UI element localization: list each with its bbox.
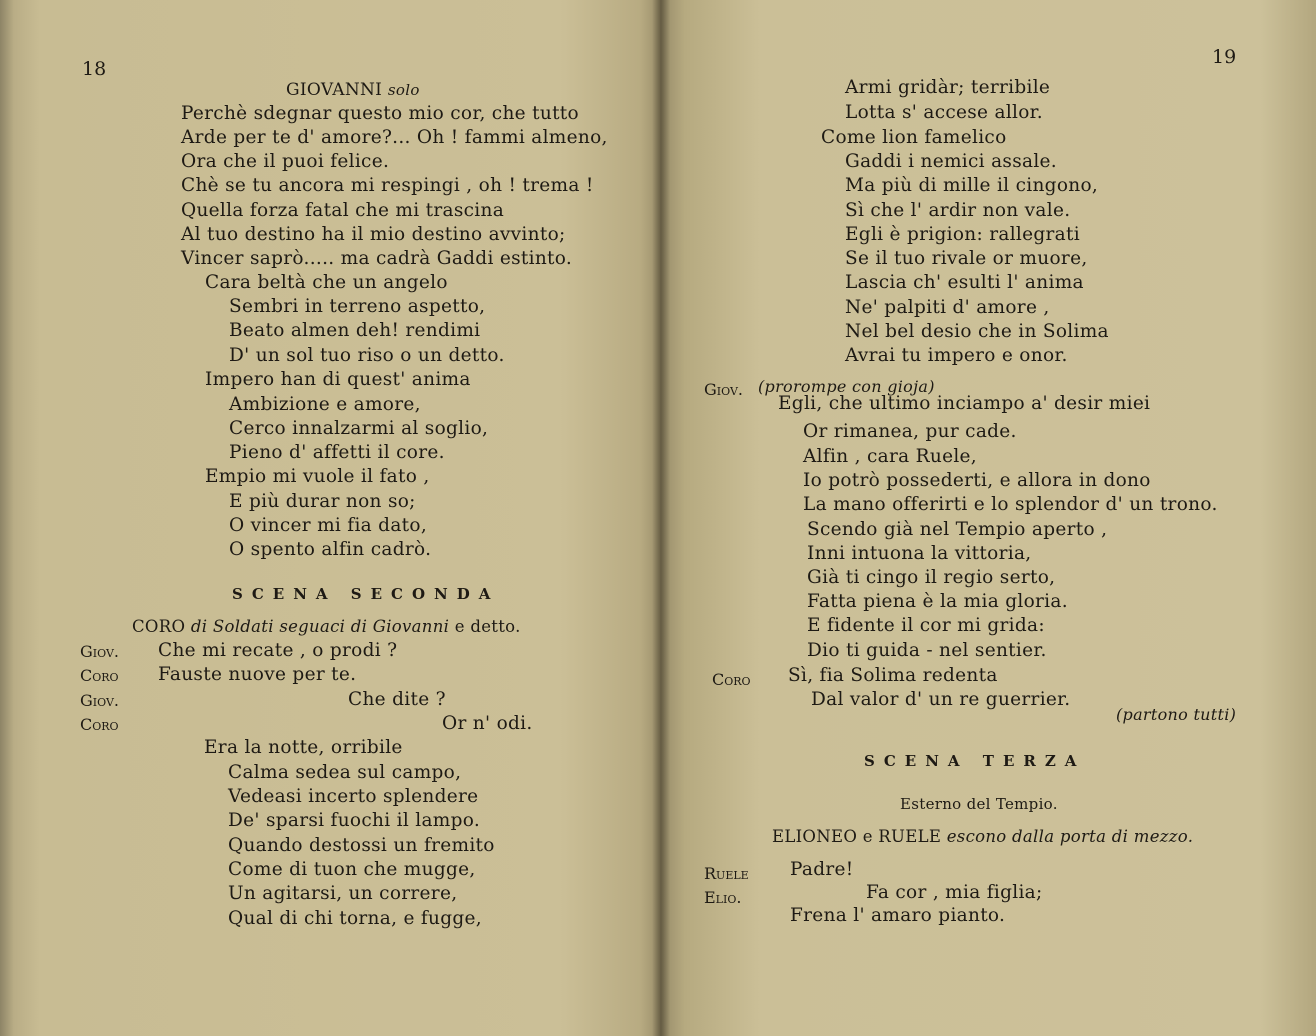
stage-direction-exit: (partono tutti) bbox=[1116, 705, 1237, 724]
verse-line: E fidente il cor mi grida: bbox=[807, 615, 1045, 636]
book-gutter bbox=[652, 0, 670, 1036]
verse-line: Lotta s' accese allor. bbox=[845, 102, 1043, 123]
dialogue-line: Fauste nuove per te. bbox=[158, 664, 357, 685]
scene-setting: Esterno del Tempio. bbox=[900, 795, 1058, 813]
verse-line: Sì, fia Solima redenta bbox=[788, 665, 998, 686]
verse-line: Già ti cingo il regio serto, bbox=[807, 567, 1056, 588]
speaker-label: Coro bbox=[80, 715, 119, 734]
verse-line: Qual di chi torna, e fugge, bbox=[228, 908, 482, 929]
dialogue-line: Padre! bbox=[790, 859, 854, 880]
verse-line: Impero han di quest' anima bbox=[205, 369, 471, 390]
speaker-label: Coro bbox=[80, 666, 119, 685]
verse-line: Armi gridàr; terribile bbox=[845, 77, 1051, 98]
verse-line: Come lion famelico bbox=[821, 127, 1007, 148]
stage-direction: (prorompe con gioja) bbox=[758, 377, 935, 396]
speaker-label: Ruele bbox=[704, 864, 749, 883]
verse-line: E più durar non so; bbox=[229, 491, 416, 512]
verse-line: Pieno d' affetti il core. bbox=[229, 442, 445, 463]
verse-line: Ambizione e amore, bbox=[229, 394, 421, 415]
scene-title: SCENA SECONDA bbox=[232, 585, 500, 603]
verse-line: Empio mi vuole il fato , bbox=[205, 466, 430, 487]
verse-line: Lascia ch' esulti l' anima bbox=[845, 272, 1084, 293]
verse-line: Egli è prigion: rallegrati bbox=[845, 224, 1080, 245]
right-page bbox=[660, 0, 1316, 1036]
page-number: 18 bbox=[82, 58, 107, 80]
verse-line: Vincer saprò..... ma cadrà Gaddi estinto. bbox=[181, 248, 573, 269]
speaker-label: Giov. bbox=[80, 691, 119, 710]
verse-line: O vincer mi fia dato, bbox=[229, 515, 428, 536]
stage-direction: ELIONEO e RUELE escono dalla porta di mezzo. bbox=[772, 827, 1194, 846]
verse-line: Dal valor d' un re guerrier. bbox=[811, 689, 1071, 710]
verse-line: D' un sol tuo riso o un detto. bbox=[229, 345, 505, 366]
verse-line: Un agitarsi, un correre, bbox=[228, 883, 458, 904]
verse-line: Dio ti guida - nel sentier. bbox=[807, 640, 1047, 661]
verse-line: Fatta piena è la mia gloria. bbox=[807, 591, 1068, 612]
verse-line: Egli, che ultimo inciampo a' desir miei bbox=[778, 393, 1151, 414]
verse-line: Sì che l' ardir non vale. bbox=[845, 200, 1071, 221]
verse-line: Scendo già nel Tempio aperto , bbox=[807, 519, 1108, 540]
verse-line: Io potrò possederti, e allora in dono bbox=[803, 470, 1151, 491]
verse-line: Alfin , cara Ruele, bbox=[803, 446, 977, 467]
verse-line: Quando destossi un fremito bbox=[228, 835, 495, 856]
verse-line: Come di tuon che mugge, bbox=[228, 859, 476, 880]
verse-line: Ma più di mille il cingono, bbox=[845, 175, 1099, 196]
dialogue-line: Che dite ? bbox=[348, 689, 446, 710]
verse-line: Nel bel desio che in Solima bbox=[845, 321, 1109, 342]
speaker-label: Elio. bbox=[704, 888, 742, 907]
verse-line: Vedeasi incerto splendere bbox=[228, 786, 479, 807]
speaker-label: Giov. bbox=[80, 642, 119, 661]
verse-line: La mano offerirti e lo splendor d' un trono. bbox=[803, 494, 1218, 515]
dialogue-line: Frena l' amaro pianto. bbox=[790, 905, 1006, 926]
page-number: 19 bbox=[1212, 46, 1237, 68]
dialogue-line: Che mi recate , o prodi ? bbox=[158, 640, 398, 661]
dialogue-line: Fa cor , mia figlia; bbox=[866, 882, 1043, 903]
verse-line: Calma sedea sul campo, bbox=[228, 762, 462, 783]
verse-line: Era la notte, orribile bbox=[204, 737, 403, 758]
verse-line: Perchè sdegnar questo mio cor, che tutto bbox=[181, 103, 579, 124]
verse-line: Cara beltà che un angelo bbox=[205, 272, 448, 293]
verse-line: Avrai tu impero e onor. bbox=[845, 345, 1068, 366]
verse-line: Arde per te d' amore?... Oh ! fammi almeno, bbox=[181, 127, 608, 148]
verse-line: Al tuo destino ha il mio destino avvinto; bbox=[181, 224, 566, 245]
verse-line: Cerco innalzarmi al soglio, bbox=[229, 418, 489, 439]
verse-line: Gaddi i nemici assale. bbox=[845, 151, 1057, 172]
verse-line: Ne' palpiti d' amore , bbox=[845, 297, 1050, 318]
verse-line: O spento alfin cadrò. bbox=[229, 539, 432, 560]
dialogue-line: Or n' odi. bbox=[442, 713, 533, 734]
verse-line: De' sparsi fuochi il lampo. bbox=[228, 810, 481, 831]
verse-line: Beato almen deh! rendimi bbox=[229, 320, 481, 341]
verse-line: Or rimanea, pur cade. bbox=[803, 421, 1017, 442]
character-heading: GIOVANNI solo bbox=[286, 80, 420, 100]
speaker-label: Coro bbox=[712, 670, 751, 689]
verse-line: Inni intuona la vittoria, bbox=[807, 543, 1032, 564]
verse-line: Se il tuo rivale or muore, bbox=[845, 248, 1088, 269]
verse-line: Chè se tu ancora mi respingi , oh ! trema ! bbox=[181, 175, 594, 196]
stage-direction: CORO di Soldati seguaci di Giovanni e detto. bbox=[132, 617, 521, 636]
verse-line: Sembri in terreno aspetto, bbox=[229, 296, 486, 317]
verse-line: Quella forza fatal che mi trascina bbox=[181, 200, 505, 221]
speaker-label: Giov. bbox=[704, 380, 743, 399]
verse-line: Ora che il puoi felice. bbox=[181, 151, 390, 172]
scene-title: SCENA TERZA bbox=[864, 752, 1086, 770]
